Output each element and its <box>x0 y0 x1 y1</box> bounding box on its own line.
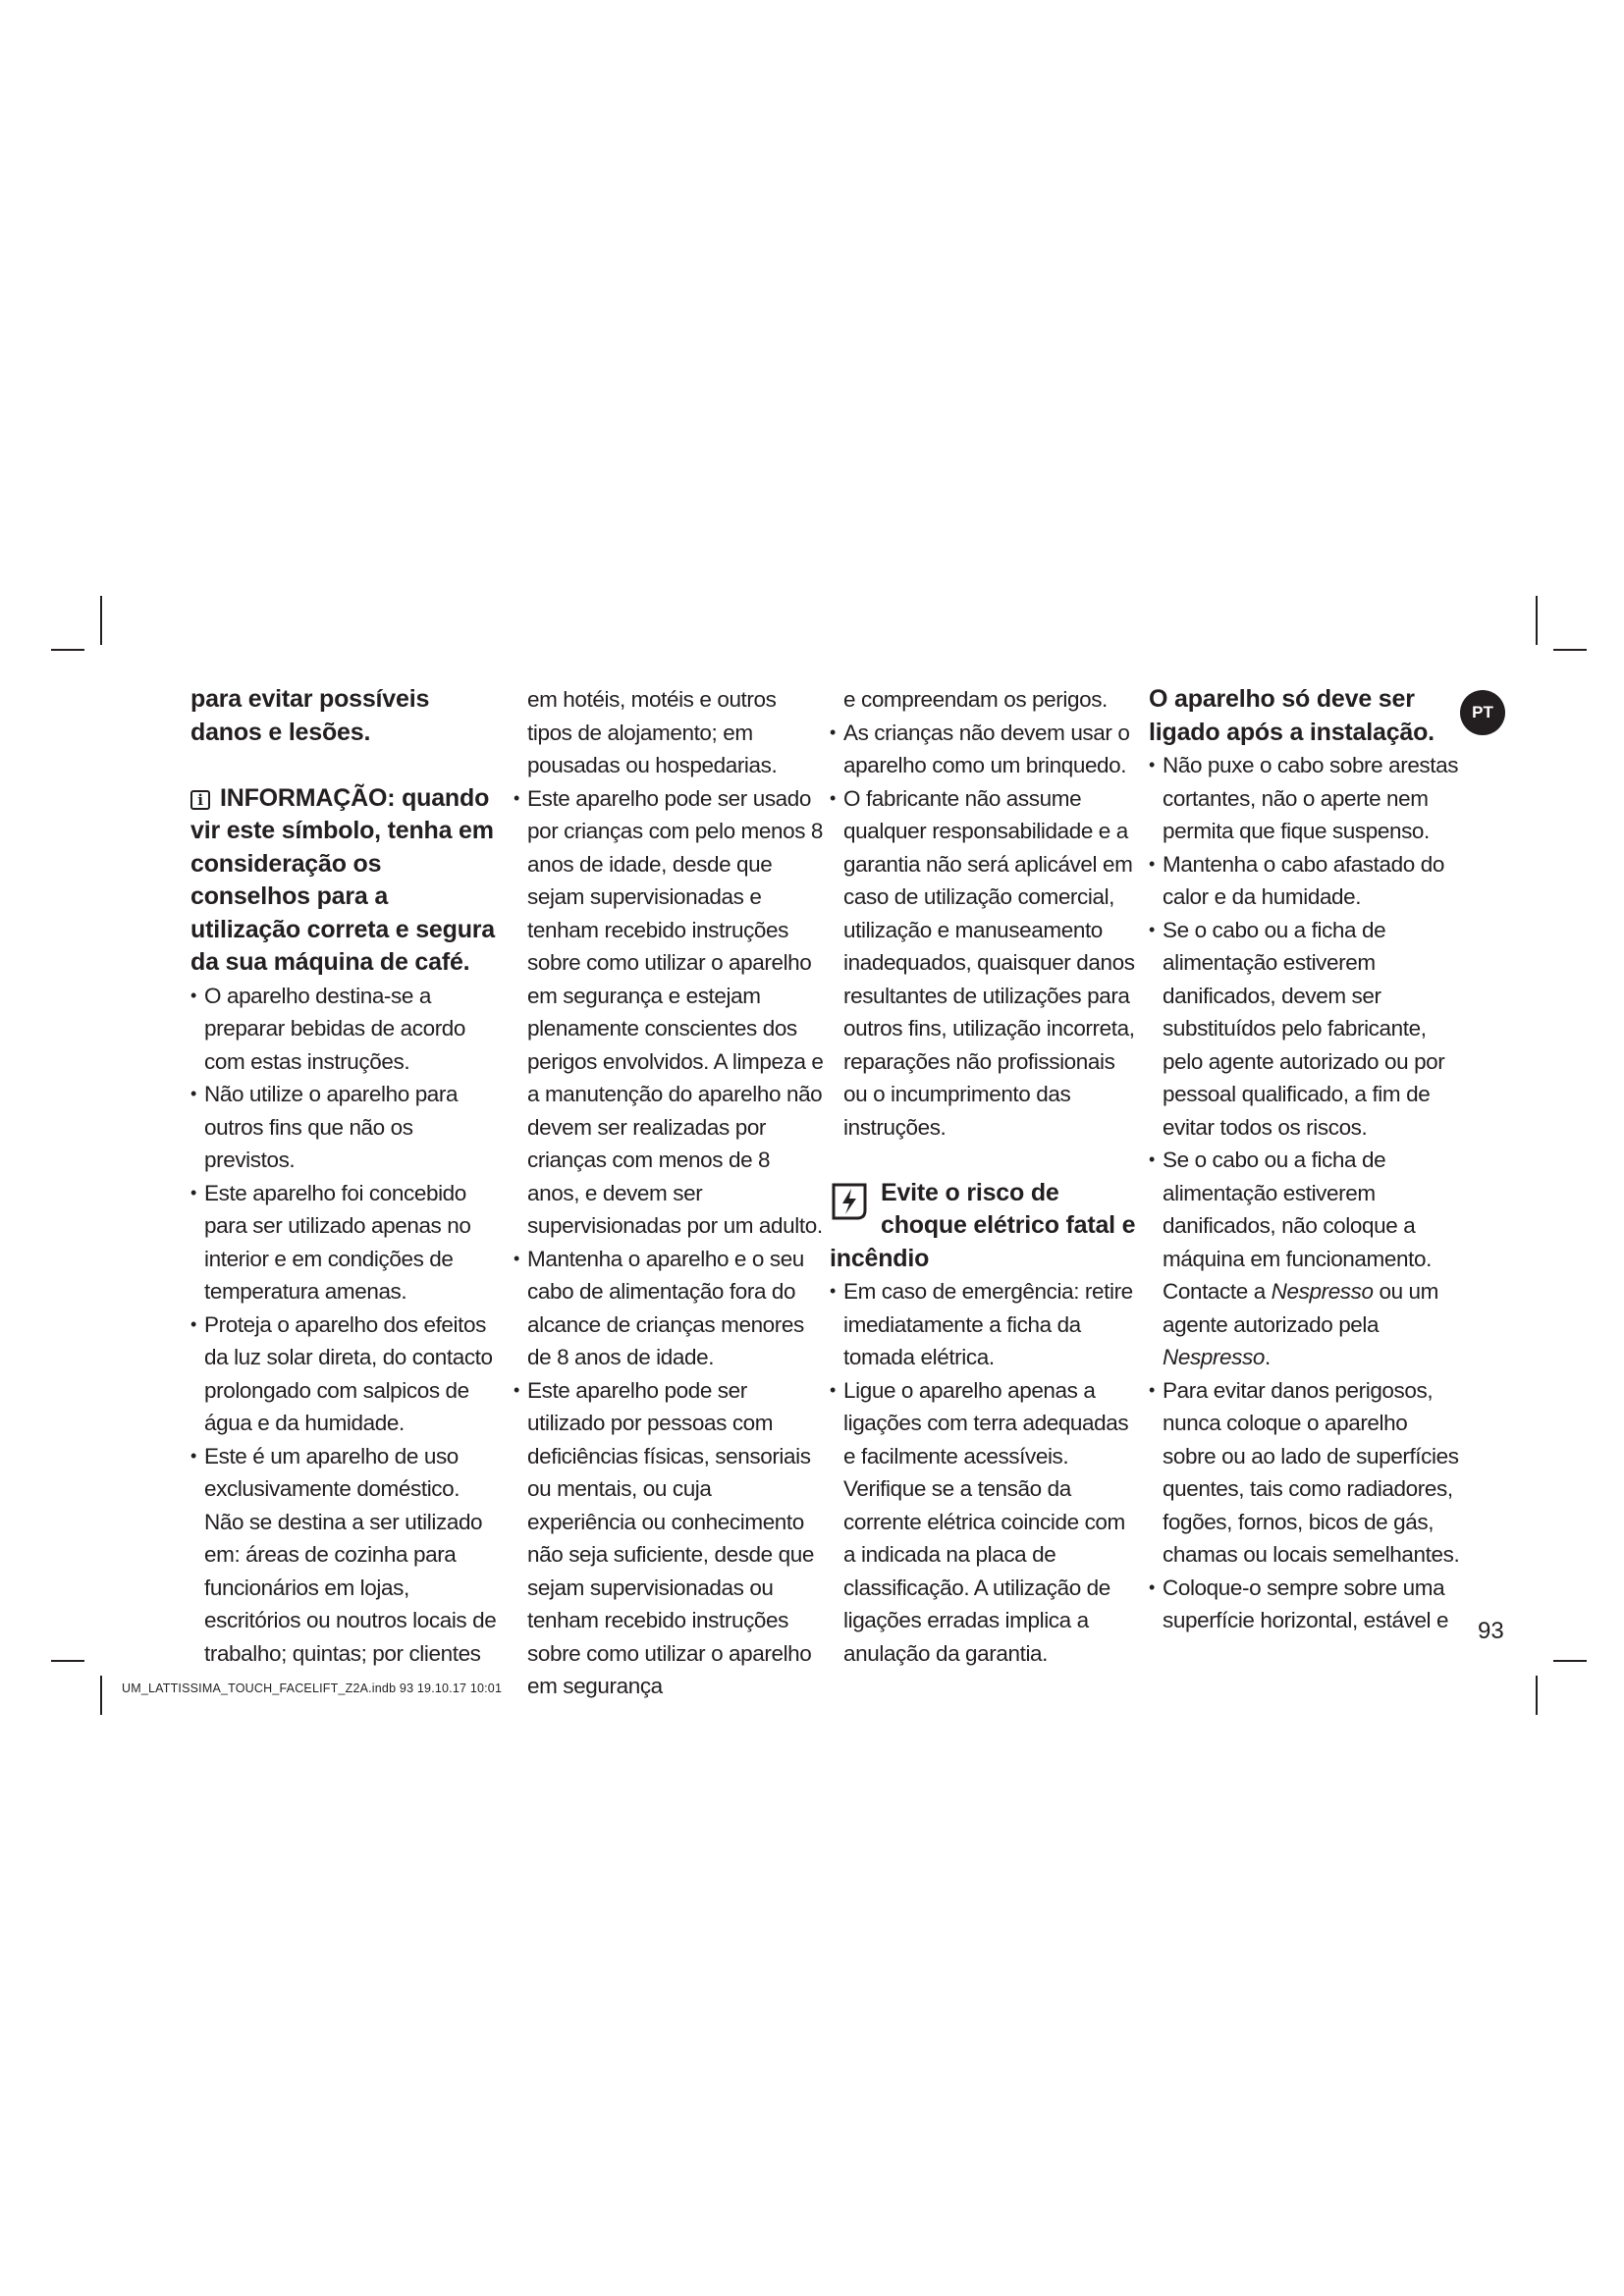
continued-text: em hotéis, motéis e outros tipos de alojamento; em pousadas ou hospedarias. <box>527 687 778 777</box>
brand-name: Nespresso <box>1163 1345 1265 1369</box>
list-item: • Ligue o aparelho apenas a ligações com terra adequadas e facilmente acessíveis. Verifique se a tensão da corrente elétrica coincide com a indicada na placa de classificação. A utilização de ligações erradas implica a anulação da garantia. <box>830 1374 1142 1671</box>
list-item: • O fabricante não assume qualquer responsabilidade e a garantia não será aplicável em caso de utilização comercial, utilização e manuseamento inadequados, quaisquer danos resultantes de utilizações para outros fins, utilização incorreta, reparações não profissionais ou o incumprimento das instruções. <box>830 782 1142 1145</box>
crop-mark-bottom-right-h <box>1553 1660 1587 1662</box>
crop-mark-top-right-h <box>1553 649 1587 651</box>
list-item: • Se o cabo ou a ficha de alimentação estiverem danificados, devem ser substituídos pelo fabricante, pelo agente autorizado ou por pessoal qualificado, a fim de evitar todos os riscos. <box>1149 914 1461 1145</box>
list-item: • Este é um aparelho de uso exclusivamente doméstico. Não se destina a ser utilizado em: áreas de cozinha para funcionários em lojas, escritórios ou noutros locais de trabalho; quintas; por clientes <box>190 1440 503 1671</box>
list-item: • Para evitar danos perigosos, nunca coloque o aparelho sobre ou ao lado de superfícies quentes, tais como radiadores, fogões, fornos, bicos de gás, chamas ou locais semelhantes. <box>1149 1374 1461 1572</box>
list-item: • Não puxe o cabo sobre arestas cortantes, não o aperte nem permita que fique suspenso. <box>1149 749 1461 848</box>
safety-list <box>1149 749 1461 1637</box>
crop-mark-bottom-left-v <box>100 1676 102 1715</box>
warning-heading-end: incêndio <box>830 1244 930 1272</box>
list-item: • Não utilize o aparelho para outros fins que não os previstos. <box>190 1078 503 1177</box>
page-number: 93 <box>1478 1618 1504 1644</box>
info-icon: i <box>190 790 210 810</box>
warning-heading: Evite o risco de choque elétrico fatal e <box>830 1177 1142 1243</box>
electric-shock-icon <box>830 1181 869 1222</box>
list-item: • Coloque-o sempre sobre uma superfície horizontal, estável e <box>1149 1572 1461 1637</box>
list-item: • As crianças não devem usar o aparelho como um brinquedo. <box>830 717 1142 782</box>
print-footer: UM_LATTISSIMA_TOUCH_FACELIFT_Z2A.indb 93 19.10.17 10:01 <box>122 1682 503 1695</box>
column-1 <box>190 683 503 1670</box>
column-4 <box>1149 683 1461 1637</box>
crop-mark-top-left-v <box>100 596 102 645</box>
list-item: • Em caso de emergência: retire imediatamente a ficha da tomada elétrica. <box>830 1275 1142 1374</box>
crop-mark-bottom-right-v <box>1536 1676 1538 1715</box>
crop-mark-top-right-v <box>1536 596 1538 645</box>
list-item: • Este aparelho pode ser utilizado por pessoas com deficiências físicas, sensoriais ou mentais, ou cuja experiência ou conhecimento não seja suficiente, desde que sejam supervisionadas ou tenham recebido instruções sobre como utilizar o aparelho em segurança <box>514 1374 826 1703</box>
safety-list <box>514 782 826 1703</box>
language-badge: PT <box>1460 690 1505 735</box>
section-heading: para evitar possíveis danos e lesões. <box>190 685 430 746</box>
crop-mark-top-left-h <box>51 649 84 651</box>
section-heading: O aparelho só deve ser ligado após a instalação. <box>1149 685 1435 746</box>
list-item: • Este aparelho foi concebido para ser utilizado apenas no interior e em condições de temperatura amenas. <box>190 1177 503 1308</box>
list-item: • Este aparelho pode ser usado por crianças com pelo menos 8 anos de idade, desde que sejam supervisionadas e tenham recebido instruções sobre como utilizar o aparelho em segurança e estejam plenamente conscientes dos perigos envolvidos. A limpeza e a manutenção do aparelho não devem ser realizadas por crianças com menos de 8 anos, e devem ser supervisionadas por um adulto. <box>514 782 826 1243</box>
safety-list <box>830 1275 1142 1670</box>
list-item: • Proteja o aparelho dos efeitos da luz solar direta, do contacto prolongado com salpicos de água e da humidade. <box>190 1308 503 1440</box>
safety-list <box>190 980 503 1671</box>
list-item: • Se o cabo ou a ficha de alimentação estiverem danificados, não coloque a máquina em funcionamento. Contacte a Nespresso ou um agente autorizado pela Nespresso. <box>1149 1144 1461 1374</box>
list-item: • Mantenha o aparelho e o seu cabo de alimentação fora do alcance de crianças menores de 8 anos de idade. <box>514 1243 826 1374</box>
column-2 <box>514 683 826 1703</box>
continued-text: e compreendam os perigos. <box>843 687 1108 712</box>
crop-mark-bottom-left-h <box>51 1660 84 1662</box>
info-heading: i INFORMAÇÃO: quando vir este símbolo, tenha em consideração os conselhos para a utilização correta e segura da sua máquina de café. <box>190 783 496 976</box>
brand-name: Nespresso <box>1271 1279 1374 1304</box>
list-item: • O aparelho destina-se a preparar bebidas de acordo com estas instruções. <box>190 980 503 1079</box>
list-item: • Mantenha o cabo afastado do calor e da humidade. <box>1149 848 1461 914</box>
column-3 <box>830 683 1142 1670</box>
safety-list <box>830 717 1142 1145</box>
